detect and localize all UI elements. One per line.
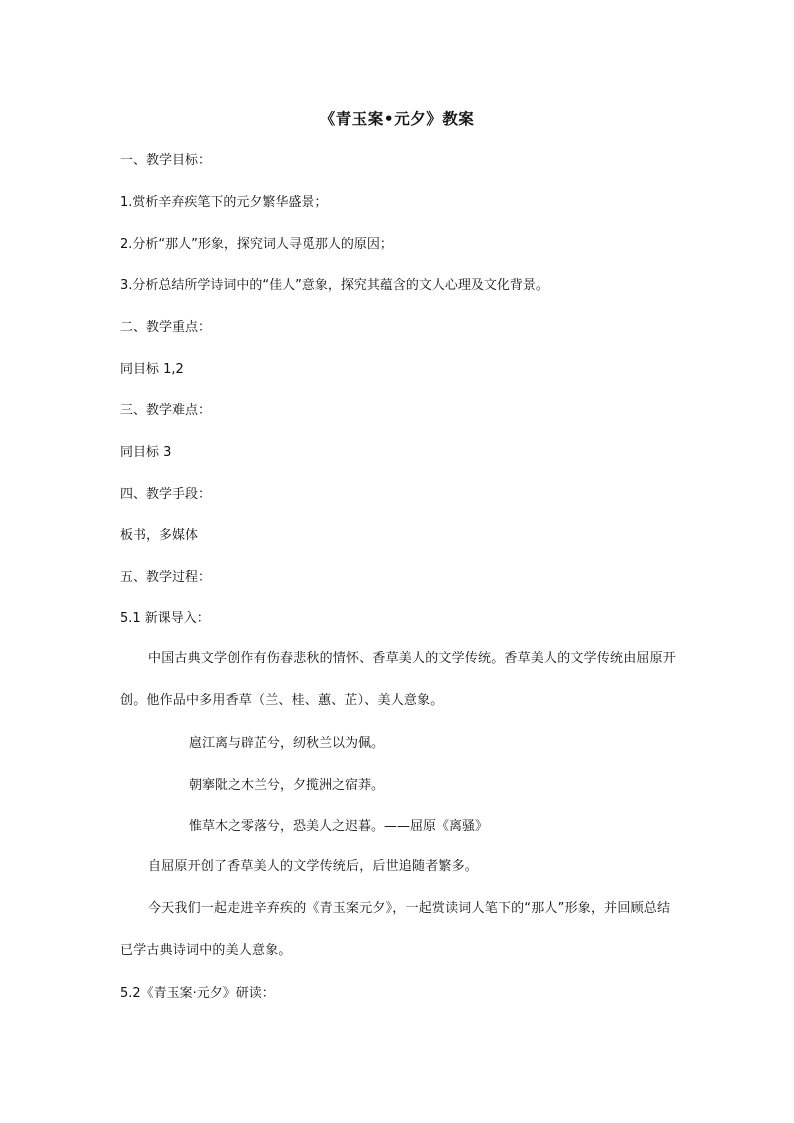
section-heading-difficulties: 三、教学难点： — [120, 403, 212, 418]
section-heading-key-points: 二、教学重点： — [120, 320, 212, 335]
section-heading-process: 五、教学过程： — [120, 570, 212, 585]
intro-paragraph-2: 自屈原开创了香草美人的文学传统后，后世追随者繁多。 — [148, 859, 479, 874]
methods-body: 板书，多媒体 — [120, 528, 199, 543]
verse-line-2: 朝搴阰之木兰兮，夕揽洲之宿莽。 — [189, 778, 385, 793]
subsection-heading-intro: 5.1 新课导入： — [120, 611, 210, 626]
intro-paragraph-1: 中国古典文学创作有伤春悲秋的情怀、香草美人的文学传统。香草美人的文学传统由屈原开创。他作品中多用香草（兰、桂、蕙、芷）、美人意象。 — [120, 651, 677, 708]
key-points-body: 同目标 1,2 — [120, 362, 184, 377]
objective-item-1: 1.赏析辛弃疾笔下的元夕繁华盛景； — [120, 195, 328, 210]
section-heading-objectives: 一、教学目标： — [120, 153, 212, 168]
objective-item-3: 3.分析总结所学诗词中的“佳人”意象，探究其蕴含的文人心理及文化背景。 — [120, 278, 549, 293]
verse-line-1: 扈江离与辟芷兮，纫秋兰以为佩。 — [189, 736, 385, 751]
objective-item-2: 2.分析“那人”形象，探究词人寻觅那人的原因； — [120, 237, 393, 252]
subsection-heading-study: 5.2《青玉案·元夕》研读： — [120, 986, 275, 1001]
verse-line-3: 惟草木之零落兮，恐美人之迟暮。——屈原《离骚》 — [189, 819, 489, 834]
section-heading-methods: 四、教学手段： — [120, 487, 212, 502]
difficulties-body: 同目标 3 — [120, 445, 172, 460]
intro-paragraph-3: 今天我们一起走进辛弃疾的《青玉案元夕》，一起赏读词人笔下的“那人”形象，并回顾总结已学古典诗词中的美人意象。 — [120, 901, 671, 958]
document-title: 《青玉案•元夕》教案 — [319, 110, 475, 128]
